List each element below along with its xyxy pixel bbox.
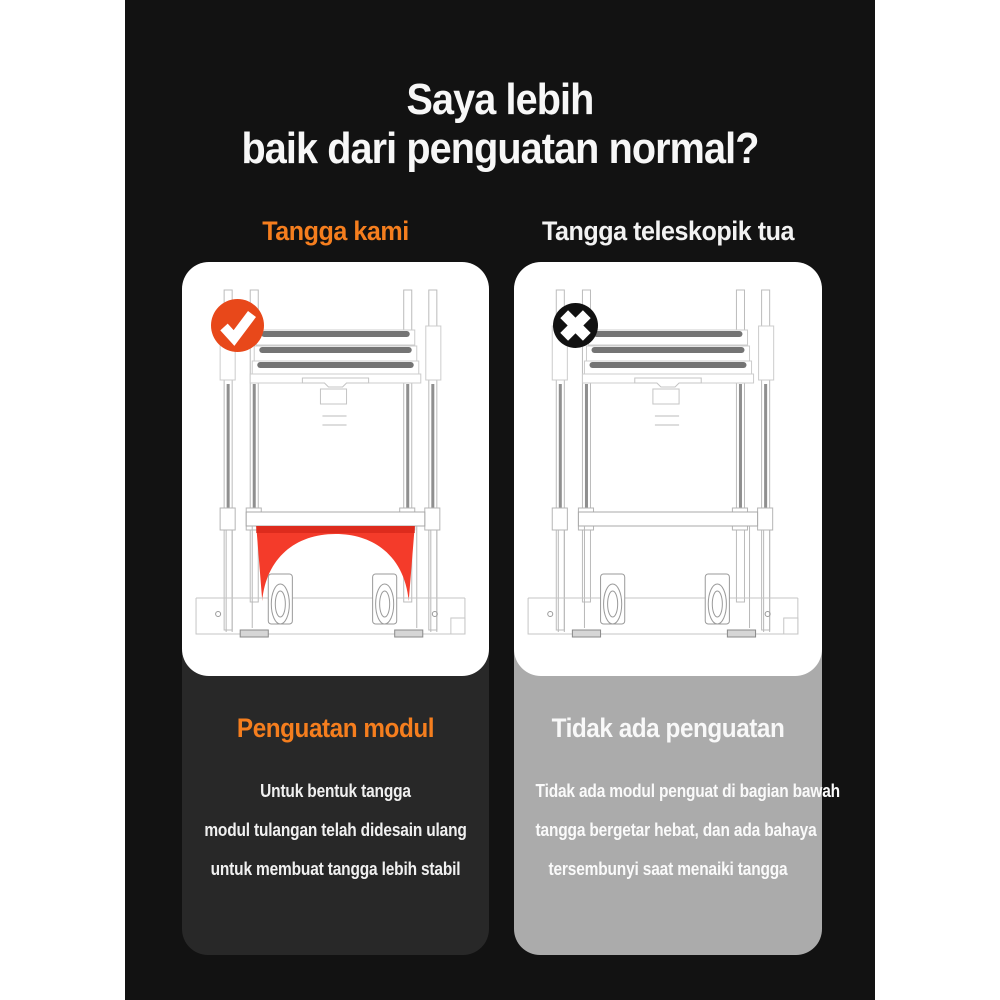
column-header-old-ladder: Tangga teleskopik tua [541,216,795,246]
product-image-card-old-ladder [514,262,822,676]
feature-panel-line: modul tulangan telah didesain ulang [204,820,467,840]
feature-panel-line: tangga bergetar hebat, dan ada bahaya [535,820,817,840]
dark-canvas [125,0,875,1000]
feature-panel-body [514,772,840,889]
feature-panel-body [182,772,489,889]
page-title [125,75,875,173]
feature-panel-title: Tidak ada penguatan [551,713,785,743]
feature-panel-line: Tidak ada modul penguat di bagian bawah [535,781,840,801]
feature-panel-line: untuk membuat tangga lebih stabil [210,859,461,879]
cross-icon [553,303,598,348]
page-title-line1: Saya lebih [406,75,594,125]
column-our-ladder [182,215,489,955]
check-icon [211,299,264,352]
column-old-ladder [514,215,840,955]
page-title-line2: baik dari penguatan normal? [241,124,759,174]
feature-panel-line: Untuk bentuk tangga [260,781,411,801]
product-image-card-our-ladder [182,262,489,676]
feature-panel-line: tersembunyi saat menaiki tangga [548,859,788,879]
column-header-our-ladder: Tangga kami [262,216,409,246]
feature-panel-title: Penguatan modul [236,713,435,743]
